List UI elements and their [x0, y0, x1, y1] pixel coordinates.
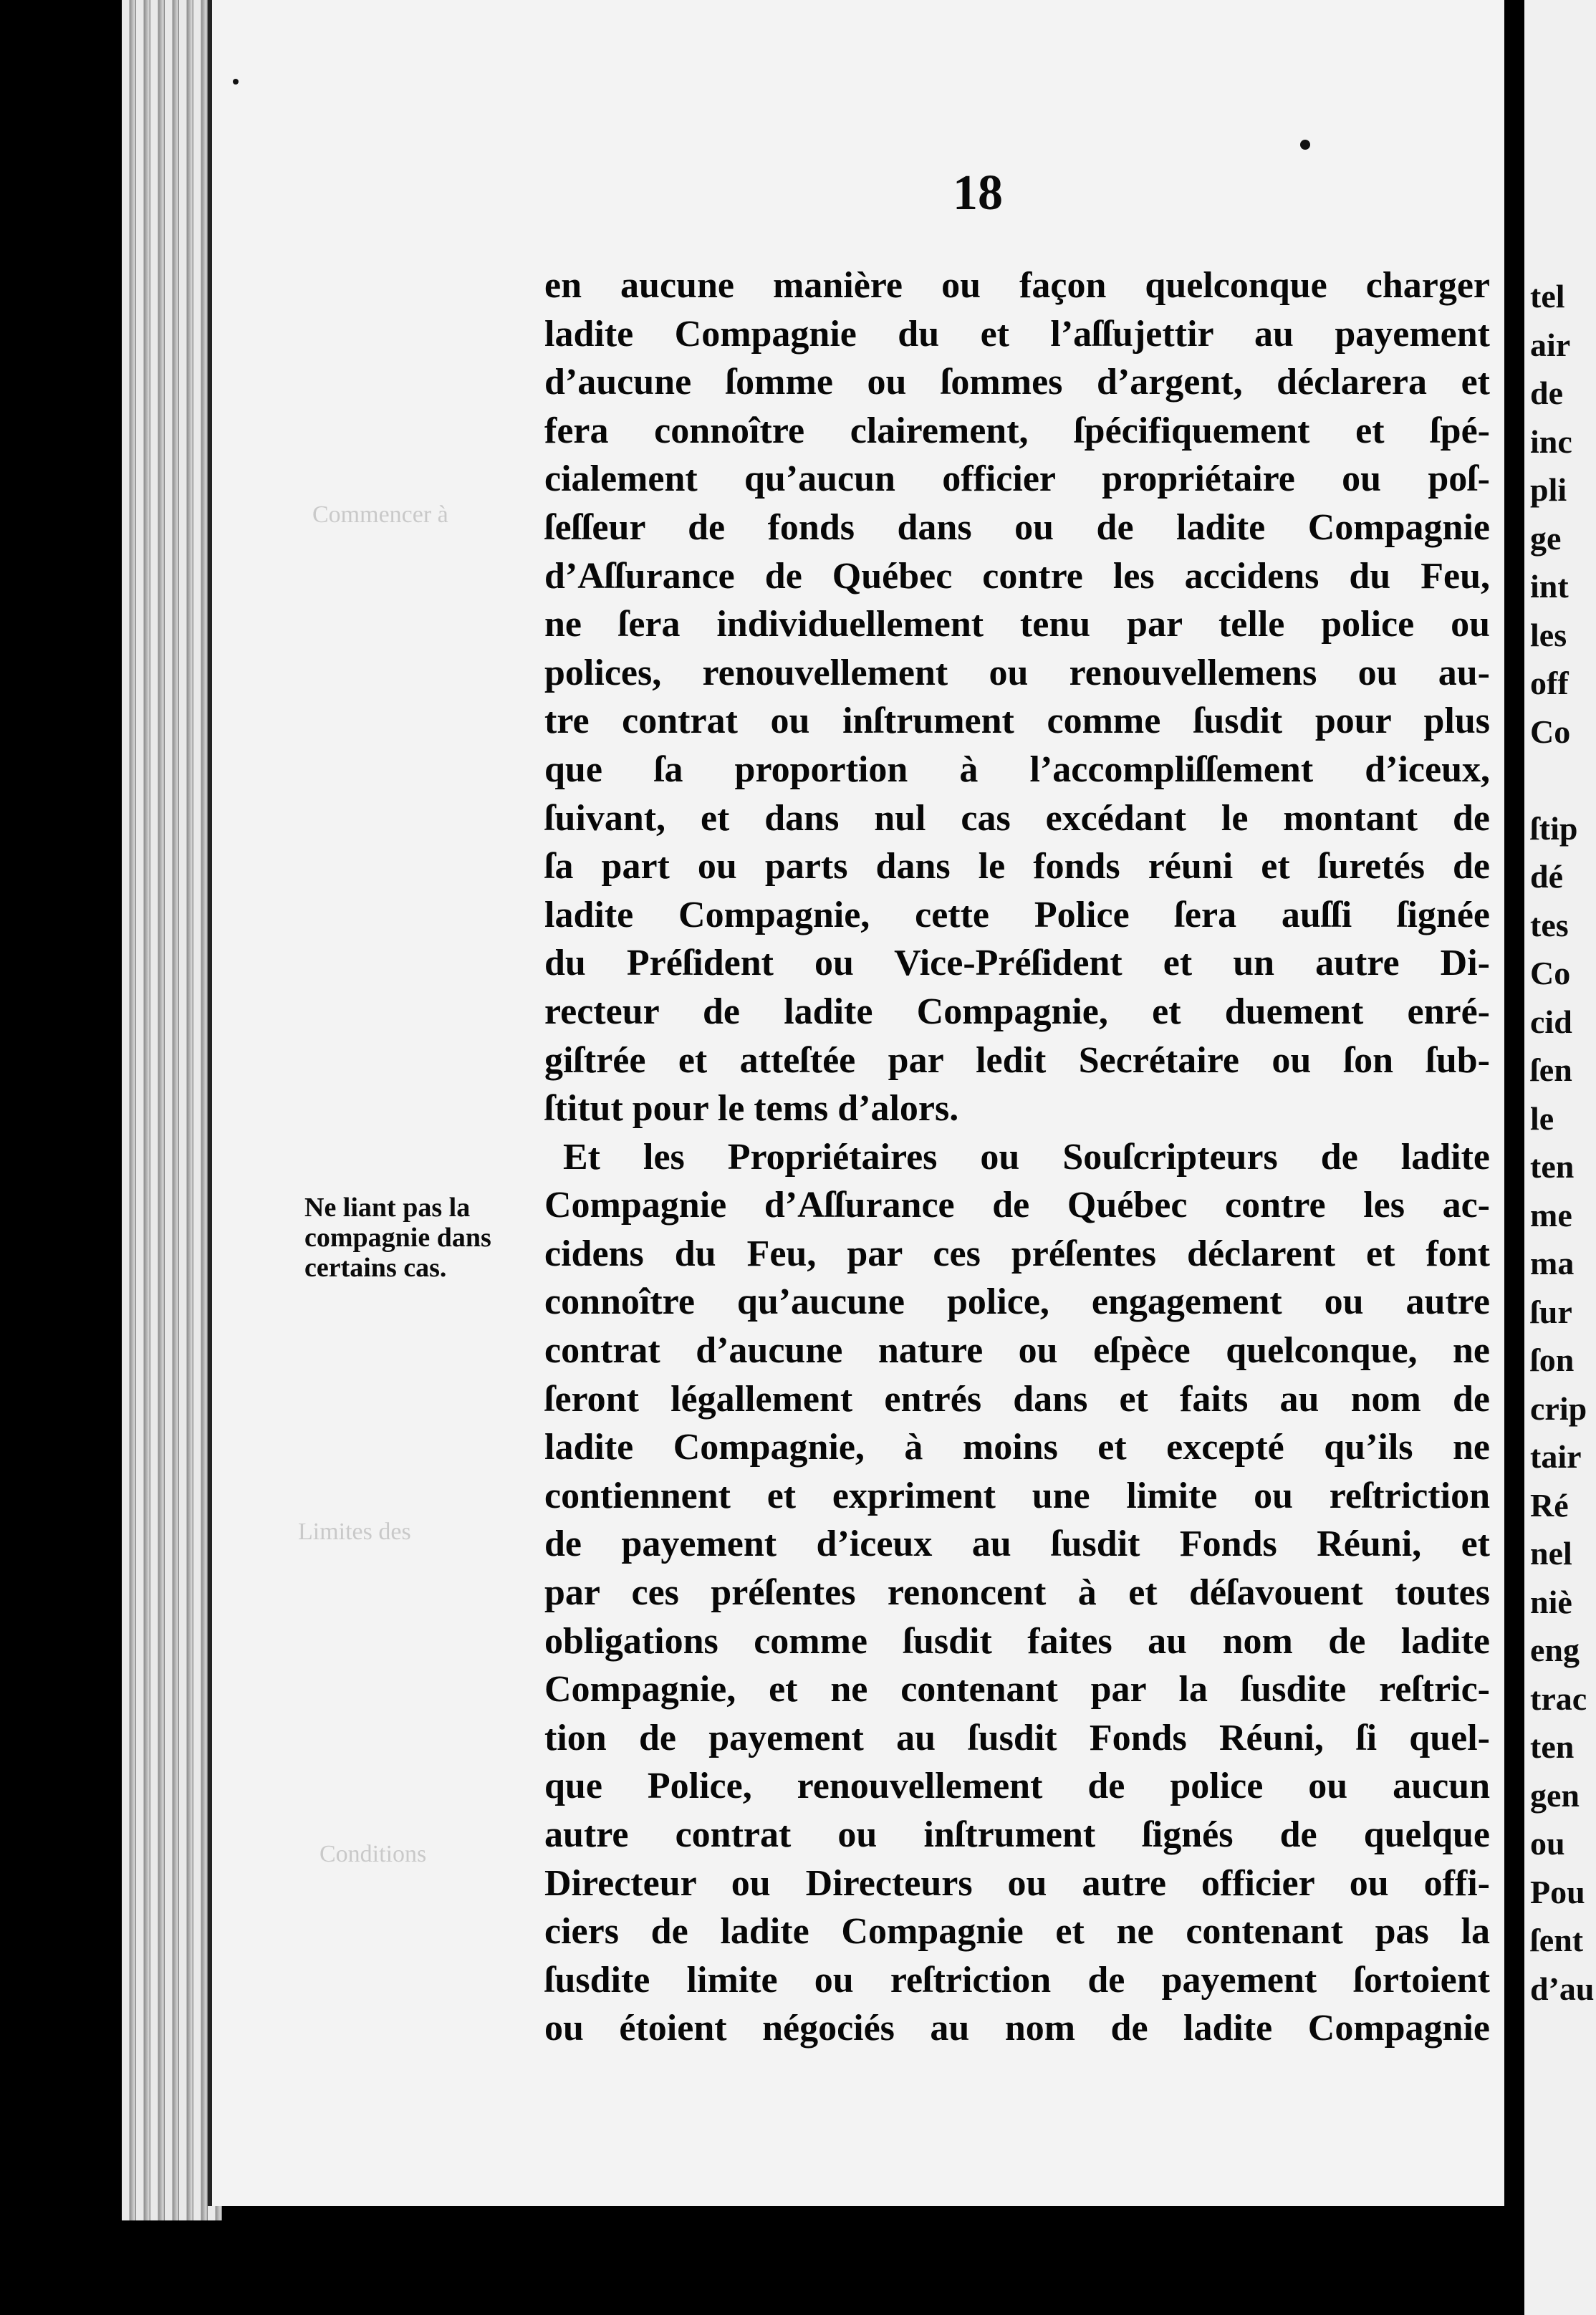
bleed-through-text: Conditions — [319, 1841, 427, 1867]
text-line: obligations comme ſusdit faites au nom de ladite — [544, 1620, 1490, 1662]
text-line: ſtitut pour le tems d’alors. — [544, 1088, 959, 1130]
text-line: que ſa proportion à l’accompliſſement d’iceux, — [544, 749, 1490, 790]
text-line: ſuivant, et dans nul cas excédant le montant de — [544, 797, 1490, 839]
page-number: 18 — [953, 165, 1003, 221]
text-line: du Préſident ou Vice-Préſident et un autre Di- — [544, 943, 1490, 984]
text-line: Compagnie d’Aſſurance de Québec contre les ac- — [544, 1185, 1490, 1226]
margin-note-line: Ne liant pas la — [304, 1193, 471, 1223]
text-line: contrat d’aucune nature ou eſpèce quelconque, ne — [544, 1330, 1490, 1372]
text-line: giſtrée et atteſtée par ledit Secrétaire ou ſon ſub- — [544, 1039, 1490, 1081]
bleed-through-text: Limites des — [298, 1519, 411, 1545]
text-line: ladite Compagnie du et l’aſſujettir au payement — [544, 313, 1490, 355]
text-line: autre contrat ou inſtrument ſignés de quelque — [544, 1814, 1490, 1855]
ink-speck — [233, 79, 239, 85]
facing-page-edge — [1504, 0, 1596, 2315]
text-line: ſeront légallement entrés dans et faits au nom de — [544, 1378, 1490, 1420]
text-line: recteur de ladite Compagnie, et duement enré- — [544, 991, 1490, 1032]
margin-note-line: compagnie dans — [304, 1223, 491, 1253]
text-line: d’aucune ſomme ou ſommes d’argent, déclarera et — [544, 362, 1490, 403]
page-edges — [122, 0, 222, 2220]
text-line: cialement qu’aucun officier propriétaire ou poſ- — [544, 458, 1490, 500]
text-line: ciers de ladite Compagnie et ne contenant pas la — [544, 1911, 1490, 1953]
text-line: connoître qu’aucune police, engagement ou autre — [544, 1281, 1490, 1323]
text-line: ou étoient négociés au nom de ladite Compagnie — [544, 2008, 1490, 2049]
body-text — [544, 261, 1490, 2053]
text-line: ſusdite limite ou reſtriction de payement ſortoient — [544, 1959, 1490, 2001]
text-line: ſeſſeur de fonds dans ou de ladite Compagnie — [544, 506, 1490, 548]
text-line: ne ſera individuellement tenu par telle police ou — [544, 604, 1490, 645]
ink-speck — [1300, 140, 1310, 150]
text-line: contiennent et expriment une limite ou reſtriction — [544, 1475, 1490, 1516]
text-line: d’Aſſurance de Québec contre les accidens du Feu, — [544, 555, 1490, 597]
text-line: tion de payement au ſusdit Fonds Réuni, ſi quel- — [544, 1717, 1490, 1758]
text-line: polices, renouvellement ou renouvellemens ou au- — [544, 652, 1490, 693]
text-line: de payement d’iceux au ſusdit Fonds Réuni, et — [544, 1524, 1490, 1565]
margin-note-line: certains cas. — [304, 1253, 447, 1283]
text-line: en aucune manière ou façon quelconque charger — [544, 265, 1490, 306]
text-line: Directeur ou Directeurs ou autre officier ou offi- — [544, 1862, 1490, 1904]
margin-note — [304, 1193, 541, 1283]
text-line: ladite Compagnie, cette Police ſera auſſi ſignée — [544, 894, 1490, 935]
text-line: cidens du Feu, par ces préſentes déclarent et font — [544, 1233, 1490, 1274]
text-line: ladite Compagnie, à moins et excepté qu’ils ne — [544, 1427, 1490, 1468]
text-line: Compagnie, et ne contenant par la ſusdite reſtric- — [544, 1669, 1490, 1710]
text-line: fera connoître clairement, ſpécifiquement et ſpé- — [544, 410, 1490, 451]
text-line: ſa part ou parts dans le fonds réuni et ſuretés de — [544, 846, 1490, 887]
paragraph-start-line: Et les Propriétaires ou Souſcripteurs de ladite — [563, 1136, 1490, 1178]
bleed-through-text: Commencer à — [312, 501, 448, 528]
text-line: par ces préſentes renoncent à et déſavouent toutes — [544, 1572, 1490, 1614]
text-line: que Police, renouvellement de police ou aucun — [544, 1766, 1490, 1807]
text-line: tre contrat ou inſtrument comme ſusdit pour plus — [544, 701, 1490, 742]
facing-page-text: tel air de inc pli ge int les off Co ſtip dé tes Co cid ſen le ten me ma ſur ſon crip tair Ré nel niè eng trac ten gen ou Pou ſent d’au — [1530, 278, 1595, 2007]
